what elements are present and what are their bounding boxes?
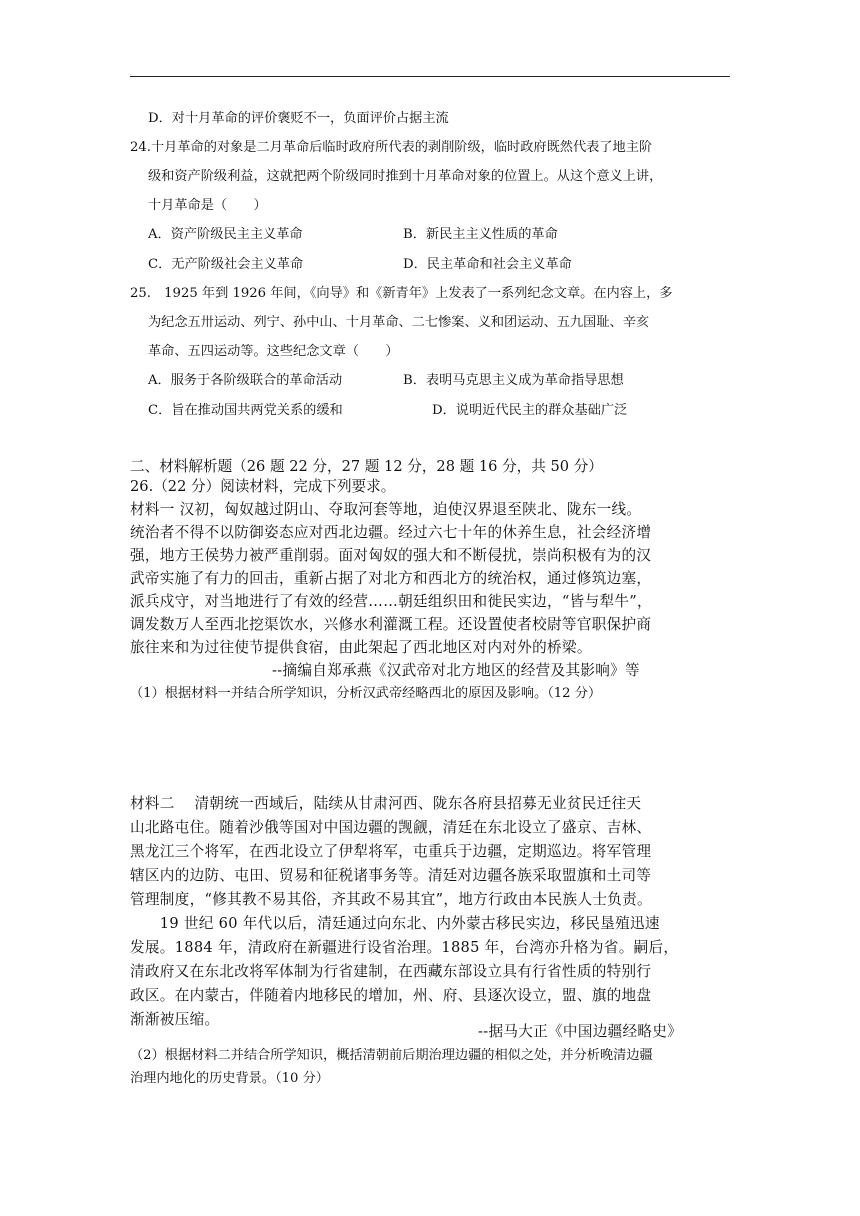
q25-option-b: B．表明马克思主义成为革命指导思想 — [403, 373, 624, 388]
q26-subquestion-1: （1）根据材料一并结合所学知识，分析汉武帝经略西北的原因及影响。（12 分） — [130, 686, 602, 701]
material-1-line-2: 统治者不得不以防御姿态应对西北边疆。经过六七十年的休养生息，社会经济增 — [130, 524, 652, 541]
material-2-line-4: 辖区内的边防、屯田、贸易和征税诸事务等。清廷对边疆各族采取盟旗和土司等 — [130, 867, 652, 884]
material-1-line-6: 调发数万人至西北挖渠饮水，兴修水利灌溉工程。还设置使者校尉等官职保护商 — [130, 616, 652, 633]
material-2-line-6: 19 世纪 60 年代以后，清廷通过向东北、内外蒙古移民实边，移民垦殖迅速 — [130, 915, 660, 932]
material-2-line-9: 政区。在内蒙古，伴随着内地移民的增加，州、府、县逐次设立，盟、旗的地盘 — [130, 987, 652, 1004]
material-2-line-1: 材料二 清朝统一西域后，陆续从甘肃河西、陇东各府县招募无业贫民迁往天 — [130, 795, 642, 812]
material-1-line-3: 强，地方王侯势力被严重削弱。面对匈奴的强大和不断侵扰，崇尚积极有为的汉 — [130, 547, 652, 564]
header-rule — [130, 76, 730, 77]
material-2-line-7: 发展。1884 年，清政府在新疆进行设省治理。1885 年，台湾亦升格为省。嗣后， — [130, 939, 679, 956]
material-2-line-3: 黑龙江三个将军，在西北设立了伊犁将军，屯重兵于边疆，定期巡边。将军管理 — [130, 843, 652, 860]
q23-option-d: D．对十月革命的评价褒贬不一，负面评价占据主流 — [148, 111, 449, 126]
material-2-line-2: 山北路屯住。随着沙俄等国对中国边疆的觊觎，清廷在东北设立了盛京、吉林、 — [130, 819, 652, 836]
q26-subquestion-2-line-2: 治理内地化的历史背景。（10 分） — [130, 1071, 329, 1086]
material-1-source: --摘编自郑承燕《汉武帝对北方地区的经营及其影响》等 — [272, 662, 640, 679]
section-2-title: 二、材料解析题（26 题 22 分，27 题 12 分，28 题 16 分，共 50 分） — [130, 458, 603, 475]
q25-option-a: A．服务于各阶级联合的革命活动 — [148, 373, 343, 388]
q26-stem: 26.（22 分）阅读材料，完成下列要求。 — [130, 478, 396, 495]
material-2-source: --据马大正《中国边疆经略史》 — [478, 1023, 683, 1040]
q25-stem-line-2: 为纪念五卅运动、列宁、孙中山、十月革命、二七惨案、义和团运动、五九国耻、辛亥 — [148, 315, 650, 330]
q25-stem-line-1: 25. 1925 年到 1926 年间，《向导》和《新青年》上发表了一系列纪念文章。在内容上，多 — [130, 286, 673, 301]
q25-option-c: C．旨在推动国共两党关系的缓和 — [148, 403, 343, 418]
q24-option-b: B．新民主主义性质的革命 — [403, 227, 558, 242]
material-2-line-10: 渐渐被压缩。 — [130, 1011, 220, 1028]
q24-option-c: C．无产阶级社会主义革命 — [148, 257, 304, 272]
q24-stem-line-2: 级和资产阶级利益，这就把两个阶级同时推到十月革命对象的位置上。从这个意义上讲， — [148, 169, 663, 184]
material-1-line-5: 派兵戍守，对当地进行了有效的经营……朝廷组织田和徙民实边，“皆与犁牛”， — [130, 593, 652, 610]
material-1-line-7: 旅往来和为过往使节提供食宿，由此架起了西北地区对内对外的桥梁。 — [130, 639, 592, 656]
q25-option-d: D．说明近代民主的群众基础广泛 — [432, 403, 628, 418]
q24-stem-line-3: 十月革命是（ ） — [148, 198, 267, 213]
q24-option-d: D．民主革命和社会主义革命 — [403, 257, 572, 272]
material-2-line-8: 清政府又在东北改将军体制为行省建制，在西藏东部设立具有行省性质的特别行 — [130, 963, 652, 980]
material-1-line-1: 材料一 汉初，匈奴越过阴山、夺取河套等地，迫使汉界退至陕北、陇东一线。 — [130, 501, 642, 518]
q25-stem-line-3: 革命、五四运动等。这些纪念文章（ ） — [148, 344, 399, 359]
material-1-line-4: 武帝实施了有力的回击，重新占据了对北方和西北方的统治权，通过修筑边塞， — [130, 570, 652, 587]
material-2-line-5: 管理制度，“修其教不易其俗，齐其政不易其宜”，地方行政由本民族人士负责。 — [130, 891, 652, 908]
q24-stem-line-1: 24.十月革命的对象是二月革命后临时政府所代表的剥削阶级，临时政府既然代表了地主阶 — [130, 140, 653, 155]
q24-option-a: A．资产阶级民主主义革命 — [148, 227, 303, 242]
q26-subquestion-2-line-1: （2）根据材料二并结合所学知识，概括清朝前后期治理边疆的相似之处，并分析晚清边疆 — [130, 1048, 653, 1063]
